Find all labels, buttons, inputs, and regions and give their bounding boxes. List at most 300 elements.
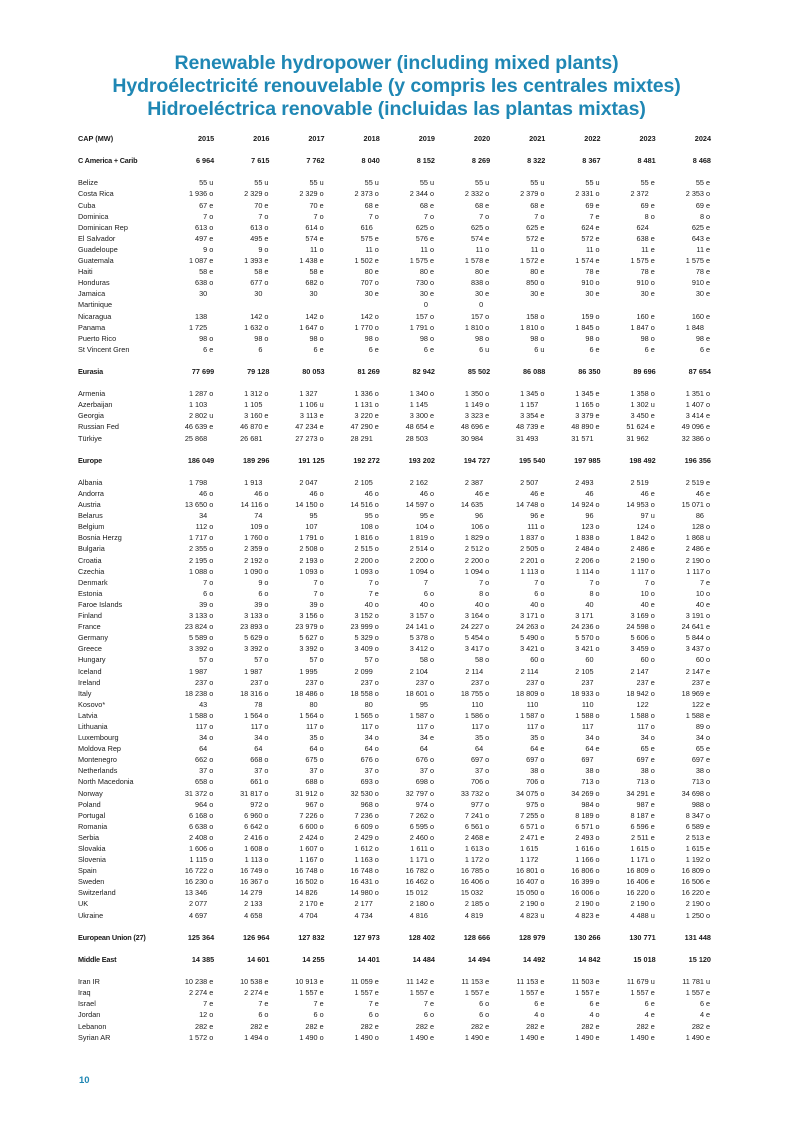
capacity-value: 10	[695, 588, 704, 598]
value-cell	[605, 177, 660, 188]
value-cell	[273, 344, 328, 355]
capacity-value: 14 597	[405, 500, 428, 510]
country-name: Luxembourg	[78, 733, 119, 743]
country-row	[78, 799, 715, 810]
capacity-value: 3 421	[575, 644, 594, 654]
capacity-value: 16 407	[516, 877, 539, 887]
capacity-value: 2 373	[354, 189, 373, 199]
capacity-value: 3 160	[244, 411, 263, 421]
value-cell	[494, 754, 549, 765]
value-cell	[494, 832, 549, 843]
value-cell	[163, 499, 218, 510]
data-flag: o	[264, 710, 269, 720]
capacity-value: 1 632	[244, 322, 263, 332]
data-flag: e	[485, 977, 490, 987]
value-cell	[660, 721, 715, 732]
capacity-value: 1 557	[630, 988, 649, 998]
value-cell	[384, 854, 439, 865]
data-flag: e	[540, 832, 545, 842]
region-total-value: 14 401	[357, 954, 380, 964]
value-cell	[494, 898, 549, 909]
data-flag: o	[429, 222, 435, 232]
data-flag: u	[595, 178, 600, 188]
capacity-value: 37	[475, 766, 484, 776]
capacity-value: 4 819	[464, 910, 484, 920]
data-flag: o	[264, 721, 269, 731]
capacity-value: 58	[309, 267, 318, 277]
capacity-value: 5 627	[299, 633, 318, 643]
country-row	[78, 743, 715, 754]
data-flag: o	[264, 189, 269, 199]
capacity-value: 13 650	[184, 500, 208, 510]
value-cell	[605, 399, 660, 410]
region-total-value: 189 296	[243, 455, 270, 465]
data-flag: o	[595, 500, 600, 510]
data-flag: e	[706, 289, 711, 299]
value-cell	[439, 288, 494, 299]
capacity-value: 1 490	[520, 1032, 539, 1042]
data-flag: o	[650, 633, 655, 643]
country-name: Haiti	[78, 267, 93, 277]
capacity-value: 2 408	[188, 832, 208, 842]
value-cell	[218, 322, 273, 333]
region-total-value: 127 832	[298, 932, 325, 942]
data-flag: o	[485, 211, 490, 221]
data-flag: o	[429, 1010, 435, 1020]
value-cell	[605, 821, 660, 832]
value-cell	[439, 699, 494, 710]
data-flag: o	[650, 611, 655, 621]
value-cell	[549, 299, 604, 310]
value-cell	[273, 799, 328, 810]
capacity-value: 2 387	[464, 477, 484, 487]
value-cell	[218, 810, 273, 821]
region-total-value: 194 727	[463, 455, 491, 465]
data-flag: e	[706, 477, 711, 487]
value-cell	[605, 288, 660, 299]
capacity-value: 31 493	[516, 433, 539, 443]
data-flag: o	[485, 322, 490, 332]
value-cell	[605, 754, 660, 765]
year-header: 2016	[253, 134, 270, 143]
capacity-value: 1 149	[464, 400, 484, 410]
value-cell	[329, 654, 384, 665]
capacity-value: 60	[585, 655, 594, 665]
value-cell	[439, 1009, 494, 1020]
data-flag: o	[706, 633, 711, 643]
data-flag: e	[706, 200, 711, 210]
value-cell	[163, 721, 218, 732]
capacity-value: 1 094	[464, 566, 484, 576]
data-flag: o	[209, 389, 214, 399]
value-cell	[273, 211, 328, 222]
value-cell	[163, 410, 218, 421]
data-flag: e	[374, 977, 379, 987]
value-cell	[384, 200, 439, 211]
data-flag: o	[540, 810, 545, 820]
value-cell	[549, 488, 604, 499]
value-cell	[384, 266, 439, 277]
data-flag: o	[540, 389, 545, 399]
data-flag: o	[540, 311, 545, 321]
capacity-value: 838	[470, 278, 484, 288]
data-flag: o	[650, 721, 655, 731]
value-cell	[273, 643, 328, 654]
data-flag: o	[540, 278, 545, 288]
capacity-value: 117	[250, 721, 263, 731]
capacity-value: 7	[313, 211, 318, 221]
capacity-value: 1 336	[354, 389, 373, 399]
data-flag: e	[319, 899, 324, 909]
data-flag: e	[706, 744, 711, 754]
row-spacer	[78, 377, 715, 388]
capacity-value: 14 748	[516, 500, 539, 510]
country-name: Poland	[78, 799, 101, 809]
value-cell	[660, 743, 715, 754]
country-row	[78, 810, 715, 821]
value-cell	[329, 255, 384, 266]
value-cell	[494, 599, 549, 610]
capacity-value: 1 087	[188, 256, 208, 266]
data-flag: o	[209, 577, 214, 587]
capacity-value: 1 113	[244, 855, 263, 865]
value-cell	[660, 211, 715, 222]
data-flag: o	[374, 544, 379, 554]
value-cell	[384, 632, 439, 643]
value-cell	[605, 344, 660, 355]
value-cell	[218, 732, 273, 743]
capacity-value: 80	[419, 267, 428, 277]
country-row	[78, 721, 715, 732]
data-flag: e	[595, 256, 600, 266]
value-cell	[549, 677, 604, 688]
value-cell	[660, 388, 715, 399]
value-cell	[163, 532, 218, 543]
data-flag: o	[595, 766, 600, 776]
country-row	[78, 200, 715, 211]
data-flag: o	[650, 688, 655, 698]
capacity-value: 730	[415, 278, 428, 288]
value-cell	[605, 510, 660, 521]
value-cell	[329, 998, 384, 1009]
region-total-value: 130 266	[574, 932, 601, 942]
capacity-value: 9	[203, 244, 208, 254]
value-cell	[163, 632, 218, 643]
capacity-value: 3 133	[244, 611, 263, 621]
capacity-value: 32 797	[405, 788, 428, 798]
value-cell	[549, 532, 604, 543]
capacity-value: 158	[526, 311, 539, 321]
data-flag: u	[209, 411, 214, 421]
value-cell	[384, 421, 439, 432]
country-name: Sweden	[78, 877, 105, 887]
value-cell	[439, 643, 494, 654]
value-cell	[439, 588, 494, 599]
data-flag: o	[595, 777, 600, 787]
capacity-value: 37	[199, 766, 208, 776]
data-flag: o	[650, 333, 655, 343]
country-row	[78, 788, 715, 799]
capacity-value: 30	[640, 289, 649, 299]
country-row	[78, 688, 715, 699]
data-flag: o	[209, 866, 214, 876]
data-flag: o	[540, 322, 545, 332]
value-cell	[439, 299, 494, 310]
value-cell	[549, 654, 604, 665]
capacity-value: 58	[254, 267, 263, 277]
capacity-value: 2 493	[575, 477, 594, 487]
value-cell	[384, 388, 439, 399]
capacity-value: 98	[585, 333, 594, 343]
value-cell	[218, 333, 273, 344]
capacity-value: 48 890	[571, 422, 594, 432]
capacity-value: 23 893	[240, 622, 263, 632]
region-total-value: 6 964	[195, 156, 215, 166]
value-cell	[218, 621, 273, 632]
header-row	[78, 133, 715, 144]
value-cell	[218, 643, 273, 654]
value-cell	[384, 1021, 439, 1032]
value-cell	[549, 388, 604, 399]
value-cell	[439, 555, 494, 566]
capacity-value: 282	[250, 1021, 263, 1031]
capacity-value: 6 589	[685, 821, 704, 831]
capacity-value: 1 302	[630, 400, 649, 410]
capacity-value: 96	[475, 511, 484, 521]
capacity-value: 2 177	[354, 899, 373, 909]
value-cell	[163, 910, 218, 921]
capacity-value: 1 172	[464, 855, 484, 865]
value-cell	[329, 854, 384, 865]
capacity-value: 972	[250, 799, 263, 809]
data-flag: o	[706, 655, 711, 665]
country-row	[78, 854, 715, 865]
value-cell	[494, 643, 549, 654]
country-name: Costa Rica	[78, 189, 114, 199]
data-flag: o	[319, 622, 324, 632]
data-flag: o	[429, 311, 435, 321]
value-cell	[329, 510, 384, 521]
data-flag: o	[429, 611, 435, 621]
value-cell	[163, 244, 218, 255]
country-row	[78, 876, 715, 887]
value-cell	[163, 743, 218, 754]
data-flag: o	[540, 500, 545, 510]
data-flag: e	[540, 422, 545, 432]
data-flag: e	[429, 1021, 435, 1031]
data-flag: o	[540, 677, 545, 687]
data-flag: o	[650, 533, 655, 543]
data-flag: e	[485, 256, 490, 266]
value-cell	[605, 910, 660, 921]
data-flag: o	[540, 611, 545, 621]
value-cell	[605, 233, 660, 244]
capacity-value: 98	[254, 333, 263, 343]
capacity-value: 6 638	[188, 821, 208, 831]
capacity-value: 1 345	[520, 389, 539, 399]
value-cell	[329, 765, 384, 776]
value-cell	[660, 910, 715, 921]
capacity-value: 2 193	[299, 555, 318, 565]
capacity-value: 1 490	[299, 1032, 318, 1042]
capacity-value: 24 227	[460, 622, 484, 632]
capacity-value: 968	[360, 799, 373, 809]
data-flag: o	[595, 278, 600, 288]
data-flag: o	[264, 877, 269, 887]
capacity-value: 31 962	[626, 433, 649, 443]
data-flag: e	[429, 977, 435, 987]
value-cell	[384, 743, 439, 754]
data-flag: e	[540, 489, 545, 498]
data-flag: e	[319, 977, 324, 987]
value-cell	[163, 333, 218, 344]
capacity-value: 3 392	[244, 644, 263, 654]
value-cell	[605, 710, 660, 721]
capacity-value: 1 490	[464, 1032, 484, 1042]
value-cell	[439, 211, 494, 222]
value-cell	[384, 776, 439, 787]
value-cell	[163, 211, 218, 222]
value-cell	[549, 821, 604, 832]
capacity-value: 7	[368, 999, 373, 1009]
value-cell	[605, 244, 660, 255]
value-cell	[605, 322, 660, 333]
capacity-value: 7	[423, 999, 428, 1009]
value-cell	[660, 244, 715, 255]
data-flag: o	[485, 777, 490, 787]
value-cell	[660, 433, 715, 444]
capacity-value: 10	[640, 588, 649, 598]
data-flag: o	[650, 777, 655, 787]
capacity-value: 625	[470, 222, 484, 232]
value-cell	[439, 543, 494, 554]
data-flag: o	[540, 877, 545, 887]
data-flag: o	[209, 599, 214, 609]
capacity-value: 55	[640, 178, 649, 188]
value-cell	[494, 721, 549, 732]
value-cell	[163, 799, 218, 810]
capacity-value: 34 291	[626, 788, 649, 798]
capacity-value: 108	[360, 522, 373, 532]
value-cell	[218, 222, 273, 233]
value-cell	[384, 621, 439, 632]
value-cell	[494, 333, 549, 344]
value-cell	[384, 654, 439, 665]
value-cell	[273, 765, 328, 776]
data-flag: o	[264, 799, 269, 809]
value-cell	[439, 1032, 494, 1043]
value-cell	[329, 643, 384, 654]
data-flag: o	[540, 522, 545, 532]
value-cell	[494, 876, 549, 887]
capacity-value: 1 987	[244, 666, 263, 676]
capacity-value: 1 913	[244, 477, 263, 487]
capacity-value: 282	[691, 1021, 704, 1031]
data-flag: e	[706, 544, 711, 554]
value-cell	[163, 399, 218, 410]
country-row	[78, 399, 715, 410]
value-cell	[218, 477, 273, 488]
capacity-value: 1 115	[189, 855, 208, 865]
capacity-value: 80	[364, 699, 373, 709]
region-total-value: 131 448	[684, 932, 711, 942]
capacity-value: 40	[364, 599, 373, 609]
capacity-value: 11	[530, 244, 539, 254]
capacity-value: 98	[309, 333, 318, 343]
value-cell	[549, 743, 604, 754]
data-flag: o	[209, 211, 214, 221]
data-flag: o	[429, 566, 435, 576]
capacity-value: 3 191	[685, 611, 704, 621]
capacity-value: 662	[195, 755, 208, 765]
value-cell	[273, 200, 328, 211]
capacity-value: 2 511	[630, 832, 649, 842]
capacity-value: 46 639	[184, 422, 208, 432]
data-flag: o	[429, 333, 435, 343]
data-flag: o	[595, 821, 600, 831]
value-cell	[273, 188, 328, 199]
data-flag: o	[485, 222, 490, 232]
value-cell	[218, 666, 273, 677]
data-flag: o	[485, 999, 490, 1009]
data-flag: e	[595, 977, 600, 987]
capacity-value: 16 431	[350, 877, 373, 887]
value-cell	[329, 399, 384, 410]
data-flag: o	[374, 877, 379, 887]
data-flag: o	[595, 810, 600, 820]
capacity-value: 46	[419, 489, 428, 498]
data-flag: o	[706, 777, 711, 787]
data-flag: e	[595, 999, 600, 1009]
data-flag: o	[319, 755, 324, 765]
capacity-value: 2 274	[188, 988, 208, 998]
value-cell	[218, 854, 273, 865]
country-name: Denmark	[78, 577, 108, 587]
value-cell	[273, 699, 328, 710]
capacity-value: 13 346	[184, 888, 208, 898]
data-flag: o	[485, 810, 490, 820]
value-cell	[218, 543, 273, 554]
year-header: 2017	[308, 134, 325, 143]
value-cell	[660, 399, 715, 410]
capacity-value: 6 561	[464, 821, 484, 831]
data-flag: e	[595, 267, 600, 277]
capacity-value: 18 238	[184, 688, 208, 698]
data-flag: e	[429, 988, 435, 998]
data-flag: u	[650, 977, 655, 987]
data-flag: e	[209, 267, 214, 277]
data-flag: o	[540, 189, 545, 199]
data-flag: o	[540, 821, 545, 831]
value-cell	[273, 577, 328, 588]
capacity-value: 14 150	[295, 500, 318, 510]
value-cell	[660, 311, 715, 322]
capacity-value: 1 936	[188, 189, 208, 199]
region-total-value: 81 269	[357, 366, 380, 376]
capacity-value: 30	[585, 289, 594, 299]
country-name: Moldova Rep	[78, 744, 121, 754]
data-flag: o	[485, 788, 490, 798]
country-name: Panama	[78, 322, 106, 332]
capacity-value: 110	[581, 699, 594, 709]
value-cell	[439, 843, 494, 854]
value-cell	[273, 998, 328, 1009]
value-cell	[660, 222, 715, 233]
capacity-value: 24 236	[571, 622, 594, 632]
data-flag: u	[706, 977, 711, 987]
data-flag: o	[374, 511, 379, 521]
region-total-value: 15 120	[688, 954, 711, 964]
